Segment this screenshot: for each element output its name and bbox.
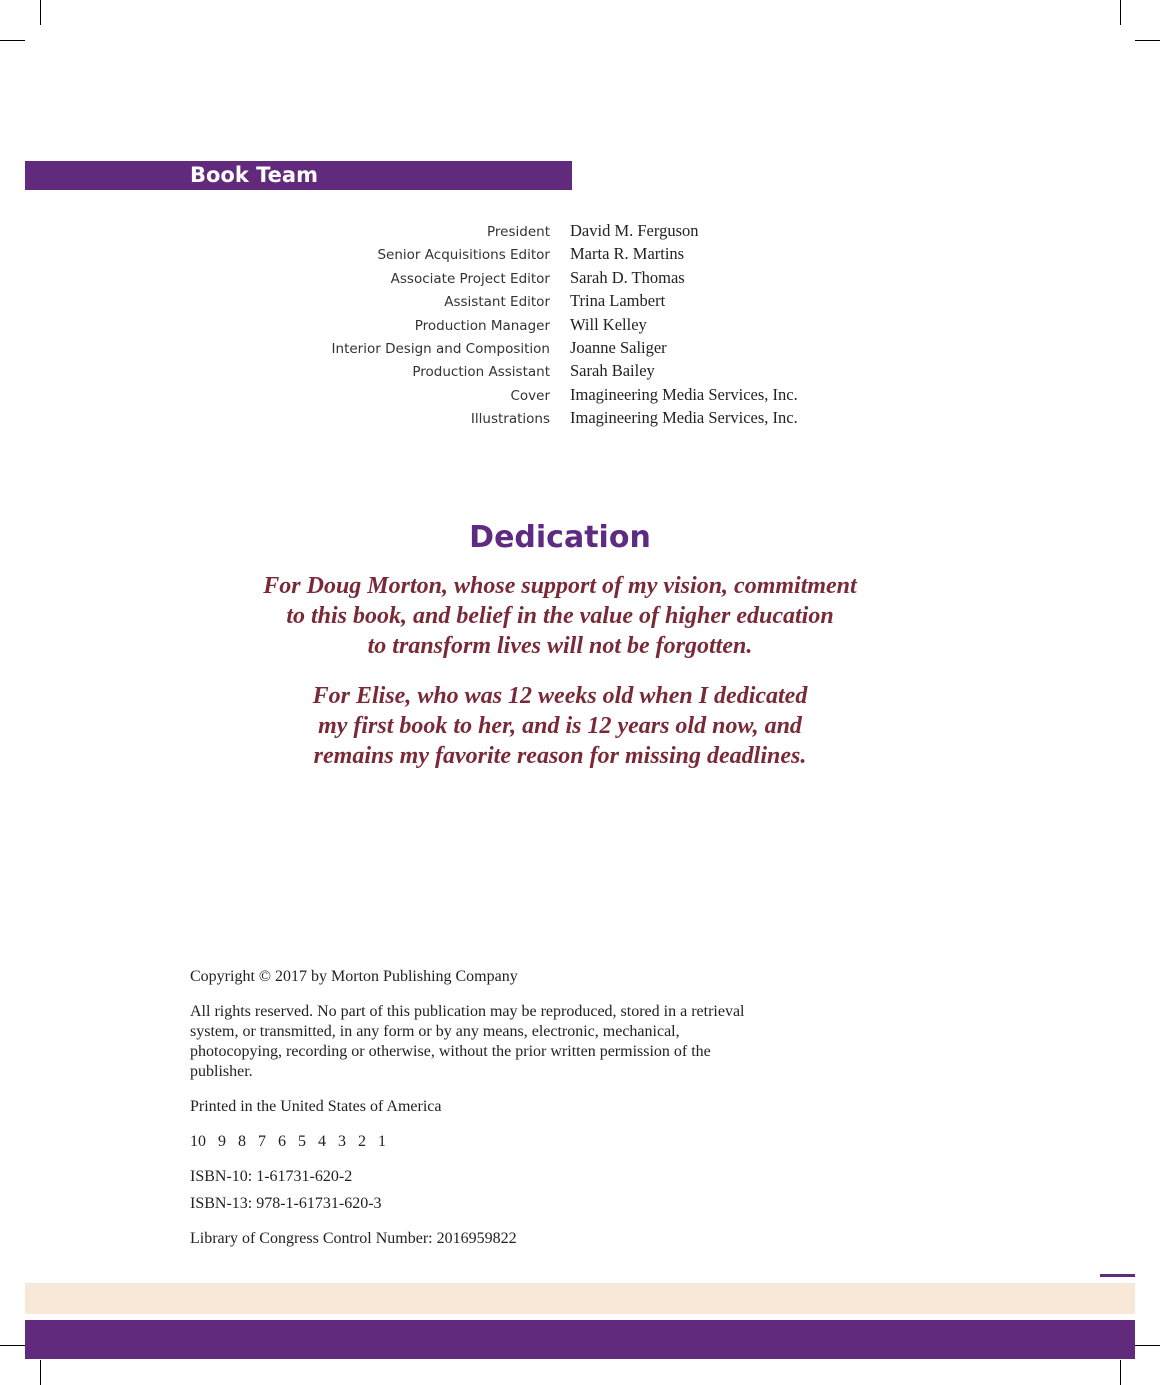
team-row	[250, 315, 850, 338]
team-name: Will Kelley	[570, 314, 647, 334]
team-row	[250, 385, 850, 408]
print-number: 10	[190, 1133, 206, 1150]
team-role: Production Assistant	[412, 364, 550, 381]
team-name: Sarah Bailey	[570, 361, 655, 381]
footer-purple-band	[25, 1320, 1135, 1359]
team-row	[250, 408, 850, 431]
print-number: 4	[318, 1133, 326, 1150]
book-team-list	[250, 221, 850, 432]
team-role: Interior Design and Composition	[331, 340, 550, 357]
footer-tan-band	[25, 1283, 1135, 1314]
rights-statement: All rights reserved. No part of this publication may be reproduced, stored in a retrieval system, or transmitted, in any form or by any means, electronic, mechanical, photocopying, recording or otherwise, without the prior written permission of the publisher.	[190, 1003, 745, 1080]
team-role: Cover	[510, 387, 550, 404]
print-number: 2	[358, 1133, 366, 1150]
team-role: Production Manager	[414, 317, 550, 334]
crop-mark	[40, 1360, 41, 1385]
crop-mark	[1120, 0, 1121, 25]
dedication-paragraph: For Elise, who was 12 weeks old when I dedicated my first book to her, and is 12 years old now, and remains my favorite reason for missing deadlines.	[312, 683, 808, 769]
team-name: David M. Ferguson	[570, 221, 699, 240]
print-number: 7	[258, 1133, 266, 1150]
isbn-10: ISBN-10: 1-61731-620-2	[190, 1168, 353, 1185]
team-name: Imagineering Media Services, Inc.	[570, 408, 798, 428]
dedication-paragraph: For Doug Morton, whose support of my vision, commitment to this book, and belief in the value of higher education to transform lives will not be forgotten.	[263, 573, 857, 659]
team-name: Joanne Saliger	[570, 337, 667, 357]
crop-mark	[1135, 1345, 1160, 1346]
footer-accent-tab	[1100, 1274, 1135, 1277]
team-name: Imagineering Media Services, Inc.	[570, 384, 798, 404]
team-role: President	[487, 224, 550, 240]
team-role: Senior Acquisitions Editor	[377, 247, 550, 264]
team-row	[250, 244, 850, 267]
team-name: Trina Lambert	[570, 291, 666, 311]
print-number: 6	[278, 1133, 286, 1150]
print-number: 9	[218, 1133, 226, 1150]
book-team-header-bar	[25, 161, 572, 190]
team-row	[250, 291, 850, 314]
printing-number-line	[190, 1132, 750, 1152]
team-row	[250, 268, 850, 291]
dedication-heading: Dedication	[469, 520, 651, 555]
print-number: 1	[378, 1133, 386, 1150]
printed-in: Printed in the United States of America	[190, 1098, 442, 1115]
print-number: 3	[338, 1133, 346, 1150]
team-row	[250, 221, 850, 244]
team-name: Sarah D. Thomas	[570, 267, 685, 287]
print-number: 8	[238, 1133, 246, 1150]
crop-mark	[1135, 40, 1160, 41]
lccn: Library of Congress Control Number: 2016959822	[190, 1230, 517, 1247]
team-role: Illustrations	[470, 411, 550, 428]
team-role: Assistant Editor	[444, 294, 550, 311]
copyright-notice: Copyright © 2017 by Morton Publishing Company	[190, 968, 518, 985]
team-role: Associate Project Editor	[390, 270, 550, 287]
isbn-13: ISBN-13: 978-1-61731-620-3	[190, 1195, 382, 1212]
team-row	[250, 361, 850, 384]
print-number: 5	[298, 1133, 306, 1150]
crop-mark	[40, 0, 41, 25]
crop-mark	[1120, 1360, 1121, 1385]
crop-mark	[0, 1345, 25, 1346]
crop-mark	[0, 40, 25, 41]
team-name: Marta R. Martins	[570, 244, 685, 264]
team-row	[250, 338, 850, 361]
book-team-heading: Book Team	[190, 163, 318, 187]
